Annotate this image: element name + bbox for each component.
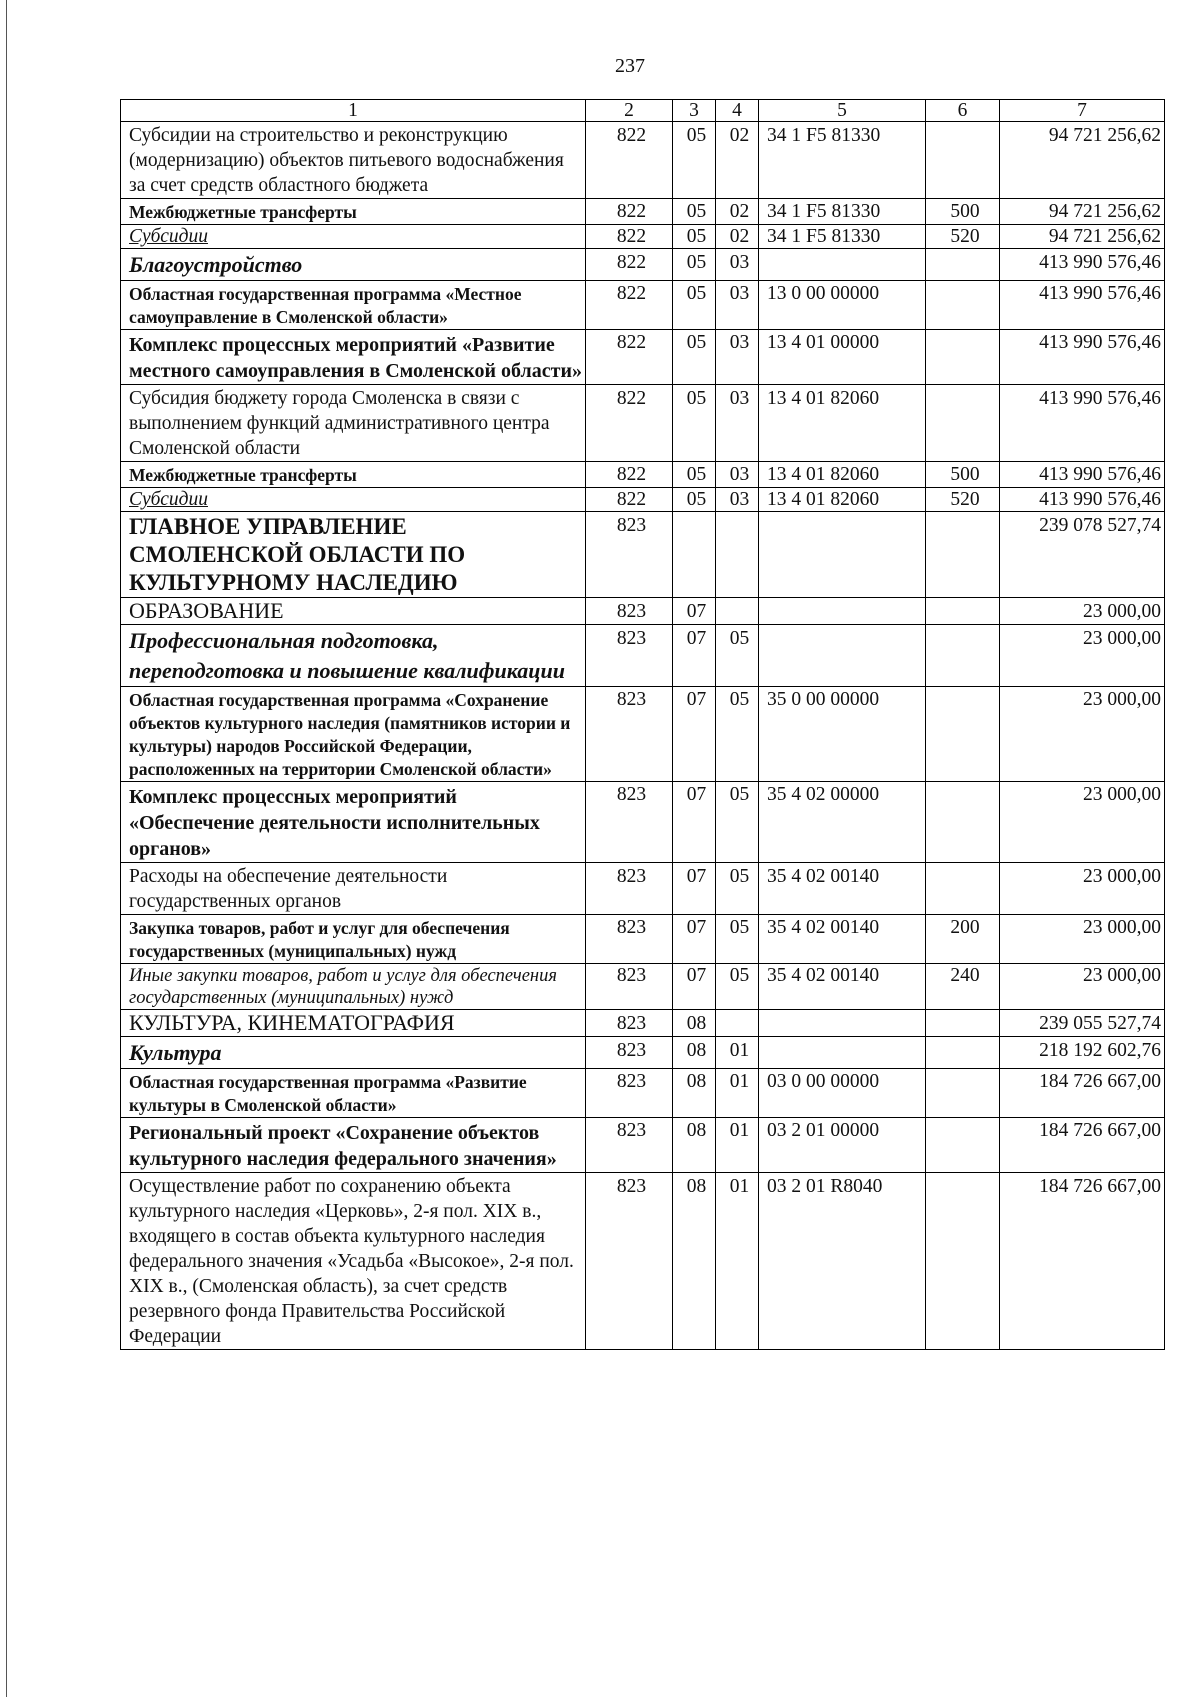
department-code-cell: 823: [586, 625, 673, 687]
department-code-cell: 822: [586, 225, 673, 249]
expense-type-cell: [926, 385, 1000, 462]
item-name-cell: Субсидия бюджету города Смоленска в связи с выполнением функций административного центра Смоленской области: [121, 385, 586, 462]
table-row: [121, 281, 1165, 330]
target-article-cell: 35 0 00 00000: [759, 687, 926, 782]
department-code-cell: 823: [586, 1010, 673, 1037]
expense-type-cell: 500: [926, 462, 1000, 488]
department-code-cell: 822: [586, 199, 673, 225]
table-row: [121, 863, 1165, 915]
section-code-cell: 05: [673, 225, 716, 249]
target-article-cell: 34 1 F5 81330: [759, 199, 926, 225]
column-header: 5: [759, 100, 926, 122]
department-code-cell: 822: [586, 249, 673, 281]
target-article-cell: 13 4 01 82060: [759, 488, 926, 512]
subsection-code-cell: 02: [716, 225, 759, 249]
subsection-code-cell: 01: [716, 1118, 759, 1173]
section-code-cell: 08: [673, 1037, 716, 1069]
amount-cell: 413 990 576,46: [1000, 488, 1165, 512]
section-code-cell: 08: [673, 1118, 716, 1173]
target-article-cell: 13 4 01 82060: [759, 462, 926, 488]
section-code-cell: 07: [673, 915, 716, 964]
table-row: [121, 687, 1165, 782]
target-article-cell: [759, 598, 926, 625]
item-name-cell: Субсидии: [121, 488, 586, 512]
expense-type-cell: [926, 782, 1000, 863]
department-code-cell: 823: [586, 512, 673, 598]
target-article-cell: 13 4 01 82060: [759, 385, 926, 462]
amount-cell: 23 000,00: [1000, 687, 1165, 782]
item-name-cell: Закупка товаров, работ и услуг для обеспечения государственных (муниципальных) нужд: [121, 915, 586, 964]
column-header: 1: [121, 100, 586, 122]
table-row: [121, 330, 1165, 385]
target-article-cell: 35 4 02 00140: [759, 863, 926, 915]
expense-type-cell: 520: [926, 225, 1000, 249]
section-code-cell: 07: [673, 687, 716, 782]
subsection-code-cell: 01: [716, 1037, 759, 1069]
target-article-cell: 34 1 F5 81330: [759, 225, 926, 249]
expense-type-cell: [926, 1010, 1000, 1037]
target-article-cell: [759, 625, 926, 687]
department-code-cell: 823: [586, 1173, 673, 1350]
item-name-cell: Субсидии: [121, 225, 586, 249]
table-row: [121, 1069, 1165, 1118]
expense-type-cell: [926, 598, 1000, 625]
item-name-cell: ГЛАВНОЕ УПРАВЛЕНИЕ СМОЛЕНСКОЙ ОБЛАСТИ ПО КУЛЬТУРНОМУ НАСЛЕДИЮ: [121, 512, 586, 598]
subsection-code-cell: 01: [716, 1173, 759, 1350]
section-code-cell: 08: [673, 1069, 716, 1118]
column-header: 7: [1000, 100, 1165, 122]
expense-type-cell: [926, 1069, 1000, 1118]
table-row: [121, 225, 1165, 249]
department-code-cell: 823: [586, 863, 673, 915]
department-code-cell: 823: [586, 598, 673, 625]
amount-cell: 239 078 527,74: [1000, 512, 1165, 598]
expense-type-cell: [926, 1037, 1000, 1069]
amount-cell: 413 990 576,46: [1000, 249, 1165, 281]
section-code-cell: 05: [673, 462, 716, 488]
subsection-code-cell: [716, 512, 759, 598]
target-article-cell: 34 1 F5 81330: [759, 122, 926, 199]
amount-cell: 413 990 576,46: [1000, 281, 1165, 330]
amount-cell: 94 721 256,62: [1000, 122, 1165, 199]
expense-type-cell: [926, 512, 1000, 598]
target-article-cell: 03 0 00 00000: [759, 1069, 926, 1118]
amount-cell: 413 990 576,46: [1000, 462, 1165, 488]
item-name-cell: Субсидии на строительство и реконструкцию (модернизацию) объектов питьевого водоснабжения за счет средств областного бюджета: [121, 122, 586, 199]
subsection-code-cell: 05: [716, 687, 759, 782]
department-code-cell: 822: [586, 385, 673, 462]
item-name-cell: Комплекс процессных мероприятий «Развитие местного самоуправления в Смоленской области»: [121, 330, 586, 385]
section-code-cell: 05: [673, 122, 716, 199]
department-code-cell: 822: [586, 330, 673, 385]
expense-type-cell: [926, 1173, 1000, 1350]
item-name-cell: Комплекс процессных мероприятий «Обеспечение деятельности исполнительных органов»: [121, 782, 586, 863]
subsection-code-cell: 03: [716, 249, 759, 281]
target-article-cell: 35 4 02 00140: [759, 915, 926, 964]
subsection-code-cell: 05: [716, 863, 759, 915]
page-edge-line: [6, 0, 7, 1697]
table-row: [121, 385, 1165, 462]
target-article-cell: [759, 249, 926, 281]
section-code-cell: 05: [673, 199, 716, 225]
section-code-cell: 05: [673, 488, 716, 512]
amount-cell: 184 726 667,00: [1000, 1173, 1165, 1350]
section-code-cell: 07: [673, 964, 716, 1010]
amount-cell: 94 721 256,62: [1000, 225, 1165, 249]
target-article-cell: 13 0 00 00000: [759, 281, 926, 330]
table-row: [121, 512, 1165, 598]
item-name-cell: Профессиональная подготовка, переподготовка и повышение квалификации: [121, 625, 586, 687]
subsection-code-cell: 03: [716, 281, 759, 330]
section-code-cell: 07: [673, 863, 716, 915]
item-name-cell: Культура: [121, 1037, 586, 1069]
section-code-cell: 05: [673, 385, 716, 462]
amount-cell: 413 990 576,46: [1000, 385, 1165, 462]
subsection-code-cell: [716, 598, 759, 625]
department-code-cell: 823: [586, 782, 673, 863]
expense-type-cell: [926, 687, 1000, 782]
department-code-cell: 823: [586, 1118, 673, 1173]
expense-type-cell: [926, 625, 1000, 687]
item-name-cell: Региональный проект «Сохранение объектов культурного наследия федерального значения»: [121, 1118, 586, 1173]
subsection-code-cell: 05: [716, 625, 759, 687]
amount-cell: 23 000,00: [1000, 625, 1165, 687]
section-code-cell: 08: [673, 1173, 716, 1350]
amount-cell: 218 192 602,76: [1000, 1037, 1165, 1069]
amount-cell: 23 000,00: [1000, 598, 1165, 625]
amount-cell: 94 721 256,62: [1000, 199, 1165, 225]
budget-table: [120, 99, 1165, 1350]
table-row: [121, 462, 1165, 488]
department-code-cell: 822: [586, 462, 673, 488]
page-number: 237: [615, 55, 645, 77]
target-article-cell: 03 2 01 00000: [759, 1118, 926, 1173]
department-code-cell: 822: [586, 122, 673, 199]
table-row: [121, 249, 1165, 281]
target-article-cell: [759, 1010, 926, 1037]
item-name-cell: Областная государственная программа «Местное самоуправление в Смоленской области»: [121, 281, 586, 330]
target-article-cell: [759, 512, 926, 598]
subsection-code-cell: 03: [716, 385, 759, 462]
column-header: 6: [926, 100, 1000, 122]
table-row: [121, 1010, 1165, 1037]
subsection-code-cell: 03: [716, 488, 759, 512]
expense-type-cell: [926, 330, 1000, 385]
department-code-cell: 822: [586, 488, 673, 512]
item-name-cell: Благоустройство: [121, 249, 586, 281]
item-name-cell: Иные закупки товаров, работ и услуг для обеспечения государственных (муниципальных) нужд: [121, 964, 586, 1010]
subsection-code-cell: 03: [716, 462, 759, 488]
item-name-cell: Осуществление работ по сохранению объекта культурного наследия «Церковь», 2-я пол. XIX в., входящего в состав объекта культурного наследия федерального значения «Усадьба «Высокое», 2-я пол. XIX в., (Смоленская область), за счет средств резервного фонда Правительства Российской Федерации: [121, 1173, 586, 1350]
item-name-cell: КУЛЬТУРА, КИНЕМАТОГРАФИЯ: [121, 1010, 586, 1037]
section-code-cell: 07: [673, 625, 716, 687]
amount-cell: 23 000,00: [1000, 915, 1165, 964]
subsection-code-cell: 01: [716, 1069, 759, 1118]
target-article-cell: 13 4 01 00000: [759, 330, 926, 385]
target-article-cell: [759, 1037, 926, 1069]
table-row: [121, 782, 1165, 863]
section-code-cell: 05: [673, 281, 716, 330]
table-row: [121, 915, 1165, 964]
section-code-cell: 08: [673, 1010, 716, 1037]
expense-type-cell: 520: [926, 488, 1000, 512]
subsection-code-cell: 02: [716, 199, 759, 225]
item-name-cell: Межбюджетные трансферты: [121, 199, 586, 225]
expense-type-cell: [926, 249, 1000, 281]
expense-type-cell: [926, 863, 1000, 915]
expense-type-cell: 200: [926, 915, 1000, 964]
amount-cell: 23 000,00: [1000, 964, 1165, 1010]
expense-type-cell: 240: [926, 964, 1000, 1010]
expense-type-cell: [926, 122, 1000, 199]
table-row: [121, 122, 1165, 199]
subsection-code-cell: [716, 1010, 759, 1037]
subsection-code-cell: 03: [716, 330, 759, 385]
section-code-cell: 07: [673, 598, 716, 625]
amount-cell: 184 726 667,00: [1000, 1118, 1165, 1173]
department-code-cell: 823: [586, 915, 673, 964]
amount-cell: 239 055 527,74: [1000, 1010, 1165, 1037]
amount-cell: 413 990 576,46: [1000, 330, 1165, 385]
section-code-cell: 05: [673, 249, 716, 281]
amount-cell: 23 000,00: [1000, 863, 1165, 915]
target-article-cell: 35 4 02 00000: [759, 782, 926, 863]
item-name-cell: Расходы на обеспечение деятельности государственных органов: [121, 863, 586, 915]
department-code-cell: 822: [586, 281, 673, 330]
table-row: [121, 1118, 1165, 1173]
table-row: [121, 488, 1165, 512]
expense-type-cell: 500: [926, 199, 1000, 225]
table-row: [121, 1037, 1165, 1069]
department-code-cell: 823: [586, 687, 673, 782]
column-header: 3: [673, 100, 716, 122]
target-article-cell: 03 2 01 R8040: [759, 1173, 926, 1350]
department-code-cell: 823: [586, 1069, 673, 1118]
section-code-cell: 05: [673, 330, 716, 385]
table-row: [121, 625, 1165, 687]
item-name-cell: Областная государственная программа «Сохранение объектов культурного наследия (памятников истории и культуры) народов Российской Федерации, расположенных на территории Смоленской области»: [121, 687, 586, 782]
expense-type-cell: [926, 281, 1000, 330]
column-header: 4: [716, 100, 759, 122]
amount-cell: 184 726 667,00: [1000, 1069, 1165, 1118]
table-row: [121, 598, 1165, 625]
department-code-cell: 823: [586, 964, 673, 1010]
subsection-code-cell: 05: [716, 915, 759, 964]
table-row: [121, 964, 1165, 1010]
section-code-cell: 07: [673, 782, 716, 863]
item-name-cell: ОБРАЗОВАНИЕ: [121, 598, 586, 625]
table-row: [121, 199, 1165, 225]
column-header-row: [121, 100, 1165, 122]
subsection-code-cell: 02: [716, 122, 759, 199]
column-header: 2: [586, 100, 673, 122]
section-code-cell: [673, 512, 716, 598]
department-code-cell: 823: [586, 1037, 673, 1069]
target-article-cell: 35 4 02 00140: [759, 964, 926, 1010]
expense-type-cell: [926, 1118, 1000, 1173]
subsection-code-cell: 05: [716, 782, 759, 863]
item-name-cell: Областная государственная программа «Развитие культуры в Смоленской области»: [121, 1069, 586, 1118]
subsection-code-cell: 05: [716, 964, 759, 1010]
item-name-cell: Межбюджетные трансферты: [121, 462, 586, 488]
budget-table-body: [121, 122, 1165, 1350]
table-row: [121, 1173, 1165, 1350]
amount-cell: 23 000,00: [1000, 782, 1165, 863]
